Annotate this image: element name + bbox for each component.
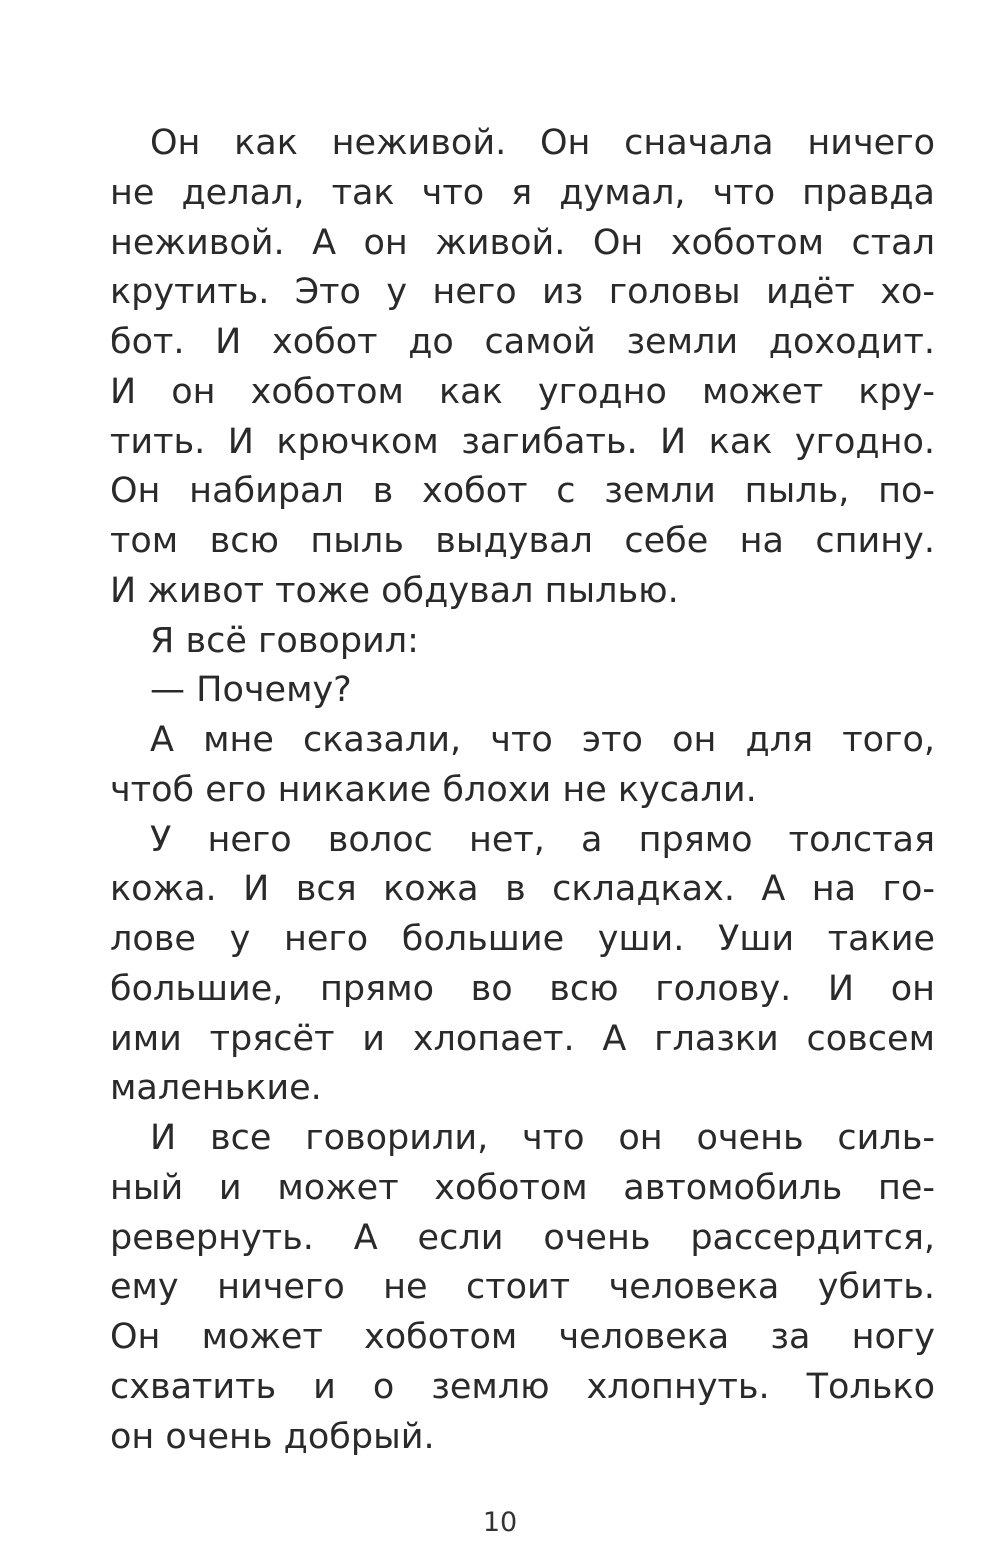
text-line: кожа. И вся кожа в складках. А на го- (110, 869, 935, 910)
text-line: Он набирал в хобот с земли пыль, по- (110, 471, 935, 512)
text-line: ревернуть. А если очень рассердится, (110, 1217, 935, 1258)
text-line: Я всё говорил: (150, 620, 419, 661)
text-line: большие, прямо во всю голову. И он (110, 968, 935, 1009)
text-line: А мне сказали, что это он для того, (150, 720, 935, 760)
text-line: И все говорили, что он очень силь- (150, 1118, 935, 1158)
text-line: И он хоботом как угодно может кру- (110, 371, 935, 412)
text-line: ный и может хоботом автомобиль пе- (110, 1167, 935, 1208)
text-line: том всю пыль выдувал себе на спину. (110, 521, 935, 561)
text-line: И живот тоже обдувал пылью. (110, 570, 679, 611)
text-line: Он может хоботом человека за ногу (110, 1317, 935, 1357)
text-line: не делал, так что я думал, что правда (110, 172, 935, 213)
dialogue-line: — Почему? (150, 670, 352, 711)
text-line: крутить. Это у него из головы идёт хо- (110, 272, 935, 313)
text-line: бот. И хобот до самой земли доходит. (110, 322, 935, 362)
text-line: Он как неживой. Он сначала ничего (150, 123, 935, 163)
page-text (110, 119, 935, 1462)
text-line: он очень добрый. (110, 1416, 435, 1457)
text-line: чтоб его никакие блохи не кусали. (110, 769, 757, 810)
text-line: лове у него большие уши. Уши такие (110, 919, 935, 959)
text-line: тить. И крючком загибать. И как угодно. (110, 421, 935, 462)
text-line: маленькие. (110, 1068, 322, 1109)
text-line: ими трясёт и хлопает. А глазки совсем (110, 1018, 935, 1059)
text-line: схватить и о землю хлопнуть. Только (110, 1366, 935, 1407)
text-line: У него волос нет, а прямо толстая (150, 819, 935, 860)
text-line: неживой. А он живой. Он хоботом стал (110, 222, 935, 263)
text-line: ему ничего не стоит человека убить. (110, 1267, 935, 1308)
page-number: 10 (482, 1507, 518, 1538)
